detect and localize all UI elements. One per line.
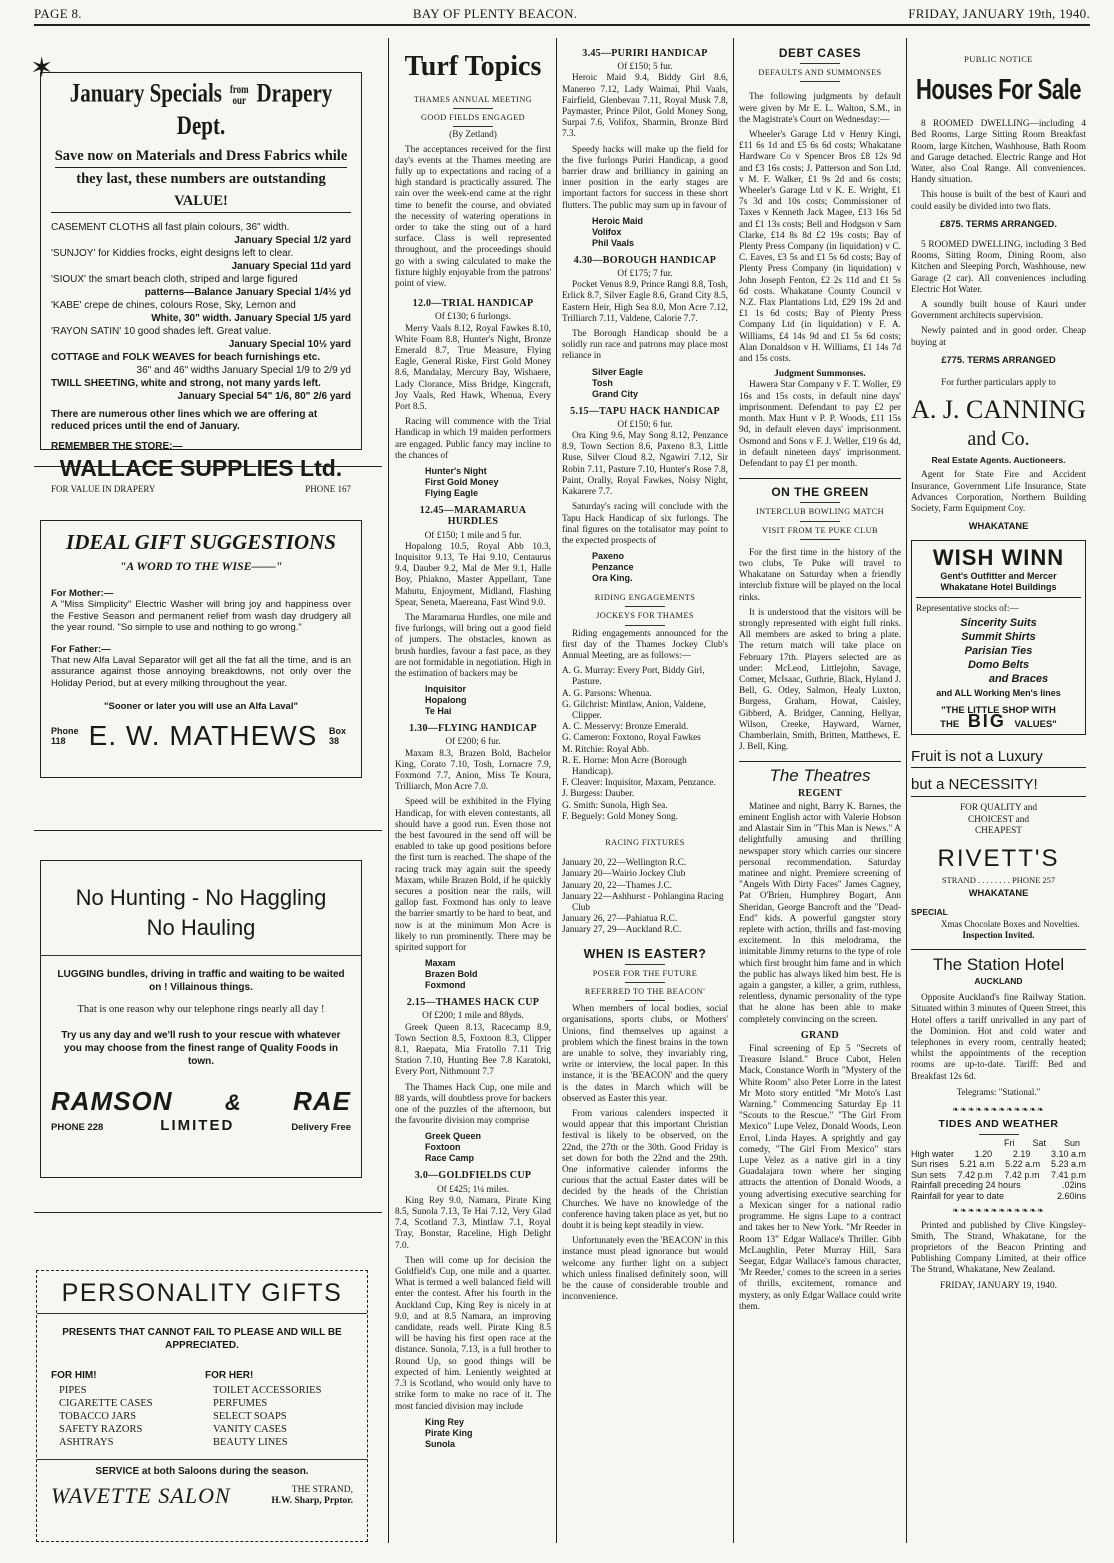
tide-value: 2.19 xyxy=(1012,1148,1031,1159)
race-stake: Of £200; 6 fur. xyxy=(445,737,501,748)
ad-gift xyxy=(40,520,362,778)
divider xyxy=(979,1134,1019,1135)
ad-ramson xyxy=(40,860,362,1178)
store-name: WALLACE SUPPLIES Ltd. xyxy=(59,455,343,481)
page-number: PAGE 8. xyxy=(34,6,82,21)
personality-sub: PRESENTS THAT CANNOT FAIL TO PLEASE AND WILL BE APPRECIATED. xyxy=(62,1327,342,1351)
winn-shop: "THE LITTLE SHOP WITH xyxy=(941,704,1056,716)
tides-title: TIDES AND WEATHER xyxy=(938,1118,1059,1131)
winn-title: WISH WINN xyxy=(932,545,1065,571)
gift-item: TOILET ACCESSORIES xyxy=(213,1385,322,1396)
store-phone: PHONE 167 xyxy=(305,484,351,494)
paragraph: The acceptances received for the first day's events at the Thames meeting are fully up to expectations and racing of a high standard is practically assured. The rain over the week-end came at the right time to benefit the course, and obviated the necessity of watering operations in order to take the sting out of a hard surface. Class is well represented throughout, and the proceedings should go with a swing calculated to make the fixture highly enjoyable from the patrons' point of view. xyxy=(395,144,551,290)
personality-title: PERSONALITY GIFTS xyxy=(37,1277,367,1314)
from-our: from our xyxy=(229,82,249,107)
race-heading: 1.30—FLYING HANDICAP xyxy=(409,723,537,735)
gift-item: VANITY CASES xyxy=(213,1424,287,1435)
paragraph: Matinee and night, Barry K. Barnes, the eminent English actor with Valerie Hobson and Alastair Sim in "This Man is News." A delightfully amusing and thrilling newspaper story which carries our sincere personal recommendation. Saturday matinee and night. Premiere screening of "Angels With Dirty Faces" James Cagney, Pat O'Brien, Humphrey Bogart, Ann Sheridan, George Bancroft and the "Dead-End" kids. A powerful gangster story replete with action, thrills and fast-moving excitement. In this melodrama, the inimitable Jimmy returns to the type of role which first brought him fame and in which the public has always liked him best. He is again a gangster, a killer, a grim, ruthless, relentless, dynamic personality of the type that he alone has been able to make completely convincing on the screen. xyxy=(739,801,901,1025)
paragraph: The Maramarua Hurdles, one mile and five furlongs, will bring out a good field of jumpers. The obstacles, known as brush hurdles, favour a fast pace, as they are not formidable in negotiation. High in the estimation of backers may be xyxy=(395,612,551,679)
salon-name: WAVETTE SALON xyxy=(51,1483,231,1508)
jockey-line: A. G. Parsons: Whenua. xyxy=(562,688,652,699)
gift-item: ASHTRAYS xyxy=(59,1437,114,1448)
divider xyxy=(800,521,840,522)
issue-date: FRIDAY, JANUARY 19th, 1940. xyxy=(908,6,1090,21)
divider xyxy=(625,982,665,983)
gift-item: TOBACCO JARS xyxy=(59,1411,137,1422)
price: £775. TERMS ARRANGED xyxy=(941,354,1056,365)
ramson-phone: PHONE 228 xyxy=(51,1122,104,1133)
race-heading: 3.0—GOLDFIELDS CUP xyxy=(414,1170,532,1182)
tide-label: Rainfall for year to date xyxy=(911,1190,1005,1201)
line: TWILL SHEETING, white and strong, not many yards left. xyxy=(51,378,321,389)
paragraph: Riding engagements announced for the first day of the Thames Jockey Club's Annual Meeting, are as follows:— xyxy=(562,628,728,661)
paragraph: When members of local bodies, social organisations, sports clubs, or Mothers' Unions, find themselves up against a problem which the finest brains in the town are unable to solve, they invariably ring, write or interview, the local paper. In this instance, it is the 'BEACON' and the query is the dates in March which will be observed as Easter this year. xyxy=(562,1004,728,1104)
paragraph: Speed will be exhibited in the Flying Handicap, for with eleven contestants, all should have a good run. Even those not the best favoured in the send off will be enabled to take up good positions before the first turn is reached. The shape of the racing track may again suit the speedy Maxam, while Brazen Bold, if he quickly secures a position near the rails, will gallop fast. Foxmond has only to leave the barrier smartly to be hard to beat, and now is at the minimum Mon Acre is likely to run prominently. There may be spirited support for xyxy=(395,797,551,953)
gift-item: CIGARETTE CASES xyxy=(59,1398,153,1409)
race-stake: Of £130; 6 furlongs. xyxy=(435,312,511,323)
easter-ref: REFERRED TO THE BEACON' xyxy=(584,987,706,996)
for-him: FOR HIM! xyxy=(51,1370,97,1381)
race-heading: 5.15—TAPU HACK HANDICAP xyxy=(570,405,720,417)
green-sub: INTERCLUB BOWLING MATCH xyxy=(755,507,885,517)
race-heading: 12.45—MARAMARUA HURDLES xyxy=(419,505,527,528)
paragraph: Heroic Maid 9.4, Biddy Girl 8.6, Manereo 7.12, Lady Waimai, Phil Vaals, Fairfield, Glenbevau 7.11, Royal Musk 7.8, Paymaster, Prince Pilot, Gold Money Song, Surpai 7.6, Volifox, Sharmin, Bronze Bird 7.3. xyxy=(562,73,728,140)
ad-winn xyxy=(911,540,1086,735)
line: CASEMENT CLOTHS all fast plain colours, 36" width. xyxy=(51,222,290,233)
winn-values: VALUES" xyxy=(1014,719,1057,731)
agent-and: and Co. xyxy=(967,428,1030,451)
paragraph: Pocket Venus 8.9, Prince Rangi 8.8, Tosh, Erlick 8.7, Silver Eagle 8.6, Grand City 8.5, Eastern Heir, High Sea 8.0, Mon Acre 7.12, Trilliarch 7.11, Valdene, Calorie 7.7. xyxy=(562,280,728,324)
ramson-p2: That is one reason why our telephone rings nearly all day ! xyxy=(77,1004,325,1015)
rivett-l1: Fruit is not a Luxury xyxy=(911,747,1086,768)
salon-addr: THE STRAND, xyxy=(291,1485,353,1495)
jockey-line: R. E. Horne: Mon Acre (Borough Handicap). xyxy=(562,755,687,777)
divider xyxy=(625,964,665,965)
ramson-delivery: Delivery Free xyxy=(291,1122,351,1133)
gift-item: SAFETY RAZORS xyxy=(59,1424,143,1435)
pick: Heroic Maid xyxy=(592,215,644,226)
ornament: ❧❧❧❧❧❧❧❧❧❧❧❧ xyxy=(952,1206,1045,1216)
line: 36" and 46" widths January Special 1/9 to 2/9 yd xyxy=(136,365,351,376)
race-stake: Of £150; 6 fur. xyxy=(617,419,673,430)
rivett-strand: STRAND . . . . . . . . PHONE 257 xyxy=(941,874,1056,885)
paragraph: Opposite Auckland's fine Railway Station. Situated within 3 minutes of Queen Street, this Hotel offers a tariff unrivalled in any part of the Dominion. Hot and cold water and telephones in every room, centrally heated; whilst the appointments of the reception rooms are up-to-date. Tariff: Bed and Breakfast 12s 6d. xyxy=(911,993,1086,1082)
column-news xyxy=(739,40,901,1555)
green-title: ON THE GREEN xyxy=(771,485,869,500)
pick: First Gold Money xyxy=(425,477,499,488)
tide-label: Rainfall preceding 24 hours xyxy=(911,1180,1021,1191)
agent-name: A. J. CANNING xyxy=(911,395,1086,425)
divider xyxy=(800,63,840,64)
paragraph: Ora King 9.6, May Song 8.12, Penzance 8.9, Town Section 8.6, Paxeno 8.3, Little Ruse, Silver Cloud 8.2, Ngawiri 7.12, Sir Robin 7.11, Pasture 7.10, Hunter's Rose 7.8, Paint, Orally, Royal Fawkes, Noisy Night, Kakarere 7.7. xyxy=(562,431,728,498)
theatres-title: The Theatres xyxy=(769,766,871,786)
paragraph: 5 ROOMED DWELLING, including 3 Bed Rooms, Sitting Room, Dining Room, also Kitchen and Sleeping Porch, Washhouse, new Garage (2 car). All conveniences including Electric Hot Water. xyxy=(911,240,1086,295)
tide-label: Sun sets xyxy=(911,1169,947,1180)
pick: Flying Eagle xyxy=(425,488,479,499)
paragraph: Saturday's racing will conclude with the Tapu Hack Handicap of six furlongs. The final figures on the totalisator may point to the expected prospects of xyxy=(562,502,728,546)
ramson-l1: No Hunting - No Haggling xyxy=(75,885,327,910)
rivett-town: WHAKATANE xyxy=(968,888,1029,899)
divider xyxy=(34,466,382,467)
stock-item: Domo Belts xyxy=(967,658,1030,671)
jockey-line: F. Beguely: Gold Money Song. xyxy=(562,811,678,822)
line: 'SIOUX' the smart beach cloth, striped and large figured xyxy=(51,274,298,285)
stock-item: Parisian Ties xyxy=(964,644,1033,657)
green-visit: VISIT FROM TE PUKE CLUB xyxy=(762,525,878,535)
ornament: ❧❧❧❧❧❧❧❧❧❧❧❧ xyxy=(952,1104,1045,1114)
column-turf xyxy=(395,40,551,1555)
divider xyxy=(34,1212,382,1213)
pick: Silver Eagle xyxy=(592,366,644,377)
paragraph: Greek Queen 8.13, Racecamp 8.9, Town Section 8.5, Foxtoon 8.3, Clipper 8.1, Raepata, Mia Fratollo 7.11 Trig Station 7.10, Hunting Bee 7.8 Karatoki, Every Port, Nithmount 7.7 xyxy=(395,1022,551,1078)
rivett-special: SPECIAL xyxy=(911,907,948,918)
turf-title: Turf Topics xyxy=(404,51,542,82)
mother-heading: For Mother:— xyxy=(51,588,114,599)
tides-table xyxy=(911,1138,1086,1201)
mathews-name: E. W. MATHEWS xyxy=(88,720,318,751)
race-heading: 4.30—BOROUGH HANDICAP xyxy=(573,254,717,266)
gift-item: PERFUMES xyxy=(213,1398,268,1409)
ad-sub2: they last, these numbers are outstanding VALUE! xyxy=(51,168,351,213)
paragraph: Final screening of Ep 5 "Secrets of Treasure Island." Bruce Cabot, Helen Mack, Constance Worth in "Mystery of the White Room" also Peter Lorre in the latest Mr Moto story entitled "Mr Moto's Last Warning." Commencing Saturday Ep 11 "Scouts to the Rescue." "The Girl From Mexico" Lupe Velez, Donald Woods, Leon Errol, Linda Hayes. A sprightly and gay comedy, "The Girl From Mexico" stars Lupe Velez as a native girl in a tiny Guadalajara town where her singing attracts the attention of Donald Woods, a young advertising executive searching for a Mexican singer for a national radio programme. He signs Lupe to a contract and takes her to New York. "Mr Reeder in Room 13" Edgar Wallace's Thriller. Gibb McLaughlin, Peter Murray Hill, Sara Seegar, Edgar Wallace's famous character, 'Mr Reeder,' comes to the screen in a series of thrills, excitement, romance and mystery, as only Edgar Wallace could write them. xyxy=(739,1044,901,1312)
drapery-note: There are numerous other lines which we are offering at reduced prices until the end of January. xyxy=(51,409,318,432)
gift-title: IDEAL GIFT SUGGESTIONS xyxy=(66,530,336,554)
race-heading: 12.0—TRIAL HANDICAP xyxy=(412,298,534,310)
line: January Special 54" 1/6, 80" 2/6 yard xyxy=(177,391,351,402)
pick: Greek Queen xyxy=(425,1131,482,1142)
paragraph: The Thames Hack Cup, one mile and 88 yards, will doubtless prove for backers one of the puzzles of the afternoon, but the favourite division may comprise xyxy=(395,1082,551,1127)
line: January Special 11d yard xyxy=(231,261,351,272)
line: COTTAGE and FOLK WEAVES for beach furnishings etc. xyxy=(51,352,321,363)
star-icon: ✶ xyxy=(30,51,54,84)
pick: Phil Vaals xyxy=(592,237,635,248)
paragraph: From various calenders inspected it would appear that this important Christian festival is likely to be observed, on the 22nd, the 27th or the 30th. Good Friday is set down for both the 22nd and the 29th. One informative calender informs the curious that the actual Easter dates will be decided by the heads of the Christian Churches. We have no knowledge of the conference having taken place as yet, but no doubt it is being kept steadily in view. xyxy=(562,1109,728,1232)
rivett-l2: but a NECESSITY! xyxy=(911,774,1086,797)
pick: Brazen Bold xyxy=(425,969,478,980)
rae-name: RAE xyxy=(293,1086,351,1116)
station-tele: Telegrams: "Stational." xyxy=(956,1086,1041,1097)
ad-personality xyxy=(36,1270,368,1542)
divider xyxy=(34,830,382,831)
race-stake: Of £200; 1 mile and 88yds. xyxy=(422,1011,524,1022)
paragraph: 8 ROOMED DWELLING—including 4 Bed Rooms, Large Sitting Room Breakfast Room, large Kitchen, Washhouse, Bath Room and Garage detached. Electric Range and Hot Water, also Coal Range. All conveniences. Handy situation. xyxy=(911,119,1086,186)
rivett-invite: Inspection Invited. xyxy=(962,929,1035,940)
paragraph: Maxam 8.3, Brazen Bold, Bachelor King, Corato 7.10, Tosh, Lornacre 7.9, Foxmond 7.7, Anion, Miss Te Koura, Trilliarch, Mon Acre 7.0. xyxy=(395,748,551,793)
gift-item: PIPES xyxy=(59,1385,87,1396)
tide-value: 7.42 p.m xyxy=(957,1169,993,1180)
stock-item: Sincerity Suits xyxy=(960,616,1037,629)
divider xyxy=(453,126,493,127)
paragraph: Then will come up for decision the Goldfield's Cup, one mile and a quarter. What is termed a well balanced field will enter the contest. After his fourth in the Auckland Cup, King Rey is nicely in at 9.0, and at 8.5 Namara, an improving candidate, reads well. Pirate King 8.5 will be having his first open race at the distance. Sunola, 7.13, is a full brother to Round Up, so good things will be expected of him. Leniently weighted at 7.3 is Scotland, who would only have to strike form to make no race of it. The most fancied division may include xyxy=(395,1255,551,1412)
paragraph: Unfortunately even the 'BEACON' in this instance must plead ignorance but would welcome any further light on a subject which unless finalised definitely soon, will be the cause of considerable trouble and inconvenience. xyxy=(562,1236,728,1303)
paragraph: Hopalong 10.5, Royal Abb 10.3, Inquisitor 9.13, Te Hai 9.10, Centaurus 9.4, Dauber 9.2, Mal de Mer 9.1, Halle Boy, Phiakno, Master Appellant, Tane Mahutu, Enjoyment, Midland, Flashing Spear, Seneta, Maereana, Fast Wind 9.0. xyxy=(395,541,551,608)
byline: (By Zetland) xyxy=(449,130,497,141)
column-rule xyxy=(556,38,557,1543)
pick: Te Hai xyxy=(425,706,452,717)
paragraph: Racing will commence with the Trial Handicap in which 19 maiden performers are engaged. Public fancy may incline to the chances of xyxy=(395,417,551,461)
turf-meet: THAMES ANNUAL MEETING xyxy=(413,95,533,104)
fixture-line: January 20, 22—Thames J.C. xyxy=(562,880,672,891)
apply: For further particulars apply to xyxy=(941,378,1056,389)
paragraph: Agent for State Fire and Accident Insurance, Government Life Insurance, State Advances Corporation, Northern Building Society, Farm Equipment Coy. xyxy=(911,470,1086,515)
houses-title: Houses For Sale xyxy=(916,73,1081,106)
station-city: AUCKLAND xyxy=(974,975,1023,986)
divider xyxy=(625,1000,665,1001)
winn-rep: Representative stocks of:— xyxy=(916,604,1019,615)
line: January Special 1/2 yard xyxy=(234,235,351,246)
tide-day: Fri xyxy=(1003,1138,1015,1149)
notice-head: PUBLIC NOTICE xyxy=(964,54,1033,64)
ad-dept: Drapery Dept. xyxy=(176,77,333,141)
gift-sub: "A WORD TO THE WISE——" xyxy=(119,559,283,573)
section-subheading: JOCKEYS FOR THAMES xyxy=(596,611,694,621)
jockey-line: G. Smith: Sunola, High Sea. xyxy=(562,800,668,811)
jockey-line: A. G. Murray: Every Port, Biddy Girl, Pasture. xyxy=(562,666,705,688)
column-ads xyxy=(911,40,1086,1555)
town: WHAKATANE xyxy=(968,521,1029,532)
jockey-line: J. Burgess: Dauber. xyxy=(562,789,635,800)
line: 'SUNJOY' for Kiddies frocks, eight designs left to clear. xyxy=(51,248,294,259)
pick: Pirate King xyxy=(425,1427,473,1438)
imprint-date: FRIDAY, JANUARY 19, 1940. xyxy=(940,1280,1057,1291)
paragraph: Wheeler's Garage Ltd v Henry Kingi, £11 6s 1d and £5 6s 6d costs; Whakatane Hardware Co v Spencer Bros £8 12s 9d and £3 16s costs; J. Patterson and Son Ltd. v M. F. Walker, £1 9s 2d and 6s costs; Wheeler's Garage Ltd v K. E. Wright, £1 7s 3d and 10s costs; Commissioner of Taxes v Kenneth Jack Magee, £13 16s 5d and £1 13s costs; Bell and Hodgson v Sam Clarke, £14 8s 8d £2 19s costs; Bay of Plenty Press Company (in liquidation) v C. C. Eaves, £3 5s and £1 5s 6d costs; Bay of Plenty Press Company (in liquidation) v John Joseph Fenton, £2 2s 11d and £1 5s 6d costs. Whakatane County Council v N.Z. Flax Plantations Ltd, £29 19s 2d and £1 1s 6d costs; Bay of Plenty Press Company Ltd (in liquidation) v F. A. Williams, £4 14s 9d and £1 5s 6d costs; Alan Donaldson v H. Williams, £1 14s 7d and 15s costs. xyxy=(739,130,901,365)
jockey-line: M. Ritchie: Royal Abb. xyxy=(562,744,650,755)
jockey-line: A. C. Messervy: Bronze Emerald. xyxy=(562,722,689,733)
column-rule xyxy=(388,38,389,1543)
pick: Sunola xyxy=(425,1438,456,1449)
mother-text: A "Miss Simplicity" Electric Washer will bring joy and happiness over the Festive Season and permanent relief from wash day drudgery all the year round. "So simple to use and nothing to go wrong." xyxy=(51,599,351,633)
ad-title: January Specials xyxy=(69,77,222,108)
js-heading: Judgment Summonses. xyxy=(774,369,866,380)
father-text: That new Alfa Laval Separator will get all the fat all the time, and is an assurance against those annoying breakdowns, not only over the Holiday Period, but at every milking throughout the year. xyxy=(51,654,351,689)
tide-day: Sat xyxy=(1032,1138,1046,1149)
ramson-p3: Try us any day and we'll rush to your rescue with whatever you may choose from the finest range of Quality Foods in town. xyxy=(61,1030,341,1067)
ad-sub1: Save now on Materials and Dress Fabrics while xyxy=(55,145,348,168)
race-stake: Of £425; 1¼ miles. xyxy=(436,1184,510,1195)
pick: Tosh xyxy=(592,377,613,388)
fixture-line: January 27, 29—Auckland R.C. xyxy=(562,925,682,936)
paragraph: Merry Vaals 8.12, Royal Fawkes 8.10, White Foam 8.8, Hunter's Night, Bronze Emerald 8.7, True Measure, Flying Eagle, General Riske, First Gold Money 8.6, Mandalay, Mercury Bay, Wishaere, Lady Clorance, Miss Bridge, Kingcraft, Joy Vaals, Red Hawk, Whenua, Every Port 8.5. xyxy=(395,323,551,413)
fixture-line: January 26, 27—Pahiatua R.C. xyxy=(562,914,678,925)
debt-sub: DEFAULTS AND SUMMONSES xyxy=(758,68,882,78)
race-stake: Of £175; 7 fur. xyxy=(617,269,673,280)
rivett-q2: CHOICEST and xyxy=(967,814,1030,825)
imprint: Printed and published by Clive Kingsley-Smith, The Strand, Whakatane, for the proprietors of the Beacon Printing and Publishing Company Limited, at their office The Strand, Whakatane, New Zealand. xyxy=(911,1220,1086,1276)
gift-item: SELECT SOAPS xyxy=(213,1411,287,1422)
tide-value: 1.20 xyxy=(974,1148,993,1159)
paragraph: King Rey 9.0, Namara, Pirate King 8.5, Sunola 7.13, Te Hai 7.12, Very Glad 7.4, Scotland 7.3, Mintlaw 7.1, Royal Tray, Bonstar, Raceline, High Delight 7.0. xyxy=(395,1195,551,1251)
tide-day: Sun xyxy=(1063,1138,1080,1149)
tide-value: 5.23 a.m xyxy=(1050,1159,1086,1170)
race-stake: Of £150; 1 mile and 5 fur. xyxy=(424,530,522,541)
pick: Grand City xyxy=(592,388,639,399)
rivett-name: RIVETT'S xyxy=(937,844,1060,872)
store-tagline: FOR VALUE IN DRAPERY xyxy=(51,484,156,494)
divider xyxy=(625,625,665,626)
easter-title: WHEN IS EASTER? xyxy=(583,946,707,961)
stock-item: Summit Shirts xyxy=(961,630,1036,643)
winn-the: THE xyxy=(940,719,960,731)
divider xyxy=(453,108,493,109)
divider xyxy=(800,81,840,82)
tide-value: 5.21 a.m xyxy=(959,1159,995,1170)
mathews-phone: Phone 118 xyxy=(51,726,79,746)
race-stake: Of £150; 5 fur. xyxy=(617,62,673,73)
rivett-q3: CHEAPEST xyxy=(974,825,1022,836)
winn-all: and ALL Working Men's lines xyxy=(936,687,1061,698)
fixture-line: January 22—Ashhurst - Pohlangina Racing Club xyxy=(562,891,724,913)
line: patterns—Balance January Special 1/4½ yd xyxy=(144,287,351,298)
fixture-line: January 20, 22—Wellington R.C. xyxy=(562,858,687,869)
pick: Foxtoon xyxy=(425,1142,461,1153)
ramson-p1: LUGGING bundles, driving in traffic and waiting to be waited on ! Villainous things. xyxy=(57,969,345,993)
line: 'RAYON SATIN' 10 good shades left. Great value. xyxy=(51,326,272,337)
column-rule xyxy=(906,38,907,1543)
easter-sub: POSER FOR THE FUTURE xyxy=(592,968,698,978)
tide-value: 7.41 p.m xyxy=(1050,1169,1086,1180)
pick: Volifox xyxy=(592,226,622,237)
paragraph: Speedy hacks will make up the field for the five furlongs Puriri Handicap, a good barrier draw and brilliancy in gaining an inner position in the early stages are important factors for success in these short flutters. The public may sum up in favour of xyxy=(562,144,728,211)
salon-prop: H.W. Sharp, Prptor. xyxy=(271,1496,353,1506)
ad-drapery xyxy=(40,72,362,494)
tide-value: .02ins xyxy=(1061,1180,1086,1191)
line: White, 30" width. January Special 1/5 yard xyxy=(151,313,351,324)
station-title: The Station Hotel xyxy=(932,954,1065,974)
line: 'KABE' crepe de chines, colours Rose, Sky, Lemon and xyxy=(51,300,296,311)
ramson-limited: LIMITED xyxy=(160,1117,235,1134)
tide-value: 7.42 p.m xyxy=(1004,1169,1040,1180)
paragraph: The Borough Handicap should be a solidly run race and patrons may place most reliance in xyxy=(562,329,728,362)
page-header xyxy=(34,2,1090,26)
remember: REMEMBER THE STORE:— xyxy=(51,441,183,452)
pick: Ora King. xyxy=(592,573,633,584)
pick: Penzance xyxy=(592,562,634,573)
pick: Foxmond xyxy=(425,980,466,991)
pick: Hunter's Night xyxy=(425,466,487,477)
grand: GRAND xyxy=(800,1029,840,1041)
tide-label: Sun rises xyxy=(911,1159,949,1170)
pick: Inquisitor xyxy=(425,684,466,695)
pick: Paxeno xyxy=(592,551,625,562)
paragraph: The following judgments by default were given by Mr E. L. Walton, S.M., in the Magistrate's Court on Wednesday:— xyxy=(739,92,901,125)
winn-big: BIG xyxy=(967,711,1006,732)
paragraph: Newly painted and in good order. Cheap buying at xyxy=(911,326,1086,348)
newspaper-name: BAY OF PLENTY BEACON. xyxy=(412,6,578,21)
turf-fields: GOOD FIELDS ENGAGED xyxy=(421,113,525,123)
pick: King Rey xyxy=(425,1416,465,1427)
ramson-name: RAMSON xyxy=(51,1086,173,1116)
for-her: FOR HER! xyxy=(205,1370,254,1381)
price: £875. TERMS ARRANGED. xyxy=(940,218,1057,229)
line: January Special 10½ yard xyxy=(228,339,351,350)
ramson-amp: & xyxy=(224,1090,241,1115)
pick: Hopalong xyxy=(425,695,467,706)
section-heading: RIDING ENGAGEMENTS xyxy=(594,593,696,603)
divider xyxy=(800,539,840,540)
tide-value: 2.60ins xyxy=(1056,1190,1086,1201)
jockey-line: G. Cameron: Foxtono, Royal Fawkes xyxy=(562,733,701,744)
paragraph: A soundly built house of Kauri under Government architects supervision. xyxy=(911,300,1086,322)
fixture-line: January 20—Wairio Jockey Club xyxy=(562,869,686,880)
section-heading: RACING FIXTURES xyxy=(605,837,685,847)
ramson-l2: No Hauling xyxy=(146,915,256,940)
divider xyxy=(800,502,840,503)
pick: Maxam xyxy=(425,958,456,969)
stock-item: and Braces xyxy=(988,672,1049,685)
pick: Race Camp xyxy=(425,1153,475,1164)
debt-title: DEBT CASES xyxy=(778,46,862,60)
paragraph: For the first time in the history of the two clubs, Te Puke will travel to Whakatane on Saturday when a friendly interclub fixture will be played on the local rinks. xyxy=(739,547,901,603)
column-rule xyxy=(733,38,734,1543)
regent: REGENT xyxy=(797,787,843,799)
gift-slogan: "Sooner or later you will use an Alfa Laval" xyxy=(104,701,298,712)
winn-sub: Gent's Outfitter and Mercer Whakatane Hotel Buildings xyxy=(916,571,1081,598)
paragraph: It is understood that the visitors will be strongly represented with eight full rinks. All members are asked to bring a plate. The return match will take place on February 17th. Players selected are as under: McLeod, Littlejohn, Savage, Comer, McIsaac, Guthrie, Black, Hyland J. Bell, G. Otley, Salmon, Healy Luxton, Burgess, Graham, Howat, Caisley, Gibberd, A. Bridger, Canning, Hellyar, Wilson, Creeke, Hayward, Warner, Chamberlain, Smith, Britten, Matthews, E. J. Bell, King. xyxy=(739,607,901,753)
mathews-box: Box 38 xyxy=(328,726,346,746)
race-heading: 3.45—PURIRI HANDICAP xyxy=(582,48,708,59)
race-heading: 2.15—THAMES HACK CUP xyxy=(406,997,540,1009)
paragraph: Hawera Star Company v F. T. Woller, £9 16s and 15s costs, in default nine days' imprisonment. Defendant to pay £2 per month. Max Hunt v P. P. Woods, £11 15s 9d, in default eleven days' imprisonment. Osmond and Sons v F. J. Weller, £19 6s 4d, in default nineteen days' imprisonment. Defendant to pay £1 per month. xyxy=(739,380,901,469)
tide-value: 3.10 a.m xyxy=(1050,1148,1086,1159)
agent-role: Real Estate Agents. Auctioneers. xyxy=(931,455,1066,466)
drapery-lines xyxy=(51,221,351,403)
salon-service: SERVICE at both Saloons during the season. xyxy=(95,1466,309,1477)
tide-value: 5.22 a.m xyxy=(1005,1159,1041,1170)
jockey-line: F. Cleaver: Inquisitor, Maxam, Penzance. xyxy=(562,778,716,789)
paragraph: This house is built of the best of Kauri and could easily be divided into two flats. xyxy=(911,190,1086,212)
father-heading: For Father:— xyxy=(51,643,111,655)
rivett-q1: FOR QUALITY and xyxy=(959,803,1038,814)
rivett-xmas: Xmas Chocolate Boxes and Novelties. xyxy=(941,918,1080,929)
divider xyxy=(625,606,665,607)
jockey-line: G. Gilchrist: Mintlaw, Anion, Valdene, Clipper. xyxy=(562,699,706,721)
tide-label: High water xyxy=(911,1148,955,1159)
column-racing xyxy=(562,40,728,1555)
gift-item: BEAUTY LINES xyxy=(213,1437,288,1448)
